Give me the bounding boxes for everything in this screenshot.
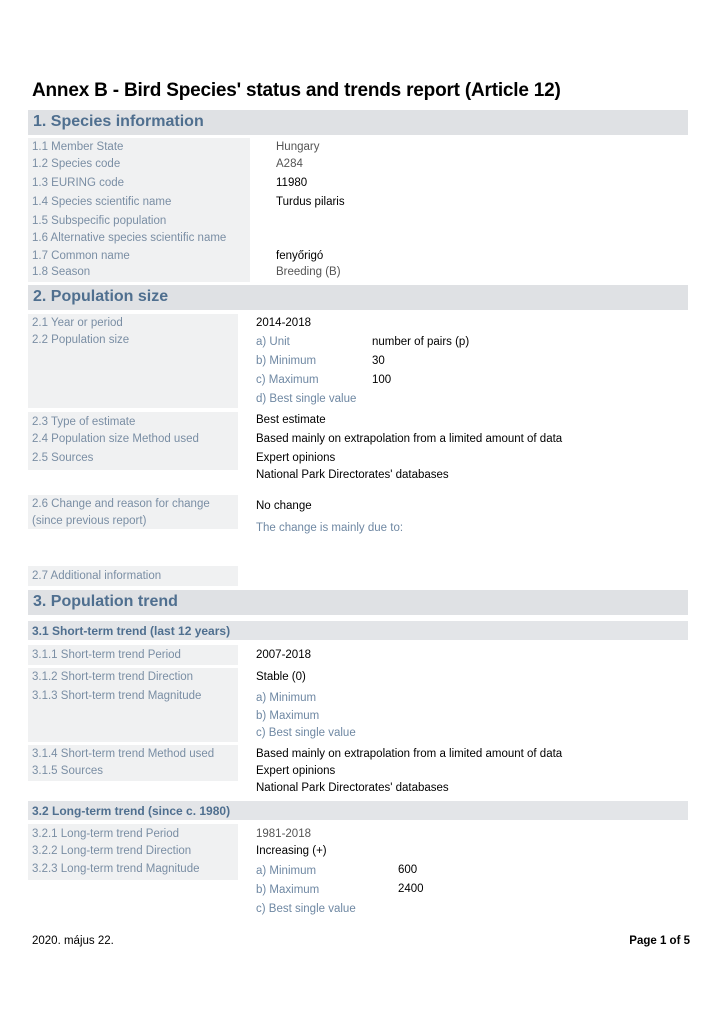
- sources-label: 2.5 Sources: [32, 452, 94, 464]
- method-used-value: Based mainly on extrapolation from a limited amount of data: [256, 433, 563, 445]
- common-name-value: fenyőrigó: [276, 250, 324, 262]
- minimum-label: b) Minimum: [256, 355, 317, 367]
- st-sources-value-1: Expert opinions: [256, 765, 336, 777]
- lt-period-label: 3.2.1 Long-term trend Period: [32, 828, 180, 840]
- change-due-label: The change is mainly due to:: [256, 522, 404, 534]
- section-2-heading: 2. Population size: [33, 288, 169, 305]
- species-code-value: A284: [276, 158, 303, 170]
- st-sources-value-2: National Park Directorates' databases: [256, 782, 449, 794]
- species-code-label: 1.2 Species code: [32, 158, 121, 170]
- year-period-value: 2014-2018: [256, 317, 311, 329]
- sources-value-1: Expert opinions: [256, 452, 336, 464]
- footer-date: 2020. május 22.: [32, 935, 114, 947]
- st-maximum-label: b) Maximum: [256, 710, 320, 722]
- member-state-label: 1.1 Member State: [32, 141, 124, 153]
- season-label: 1.8 Season: [32, 266, 91, 278]
- year-period-label: 2.1 Year or period: [32, 317, 123, 329]
- lt-best-single-value-label: c) Best single value: [256, 903, 356, 915]
- lt-minimum-label: a) Minimum: [256, 865, 317, 877]
- minimum-value: 30: [372, 355, 385, 367]
- maximum-value: 100: [372, 374, 392, 386]
- st-direction-label: 3.1.2 Short-term trend Direction: [32, 671, 194, 683]
- lt-magnitude-label: 3.2.3 Long-term trend Magnitude: [32, 863, 200, 875]
- st-method-value: Based mainly on extrapolation from a limited amount of data: [256, 748, 563, 760]
- type-of-estimate-label: 2.3 Type of estimate: [32, 416, 136, 428]
- type-of-estimate-value: Best estimate: [256, 414, 326, 426]
- lt-minimum-value: 600: [398, 864, 418, 876]
- st-direction-value: Stable (0): [256, 671, 306, 683]
- member-state-value: Hungary: [276, 141, 320, 153]
- footer-page-number: Page 1 of 5: [629, 935, 690, 947]
- common-name-label: 1.7 Common name: [32, 250, 130, 262]
- section-1-heading: 1. Species information: [33, 113, 204, 130]
- lt-maximum-label: b) Maximum: [256, 884, 320, 896]
- change-label-line-2: (since previous report): [32, 515, 147, 527]
- lt-direction-label: 3.2.2 Long-term trend Direction: [32, 845, 192, 857]
- lt-period-value: 1981-2018: [256, 828, 311, 840]
- unit-label: a) Unit: [256, 336, 290, 348]
- alternative-name-label: 1.6 Alternative species scientific name: [32, 232, 227, 244]
- change-label-line-1: 2.6 Change and reason for change: [32, 498, 210, 510]
- scientific-name-value: Turdus pilaris: [276, 196, 345, 208]
- subspecific-population-label: 1.5 Subspecific population: [32, 215, 167, 227]
- euring-code-value: 11980: [276, 177, 308, 189]
- st-method-label: 3.1.4 Short-term trend Method used: [32, 748, 215, 760]
- change-value: No change: [256, 500, 312, 512]
- sources-value-2: National Park Directorates' databases: [256, 469, 449, 481]
- lt-direction-value: Increasing (+): [256, 845, 327, 857]
- additional-info-label: 2.7 Additional information: [32, 570, 162, 582]
- scientific-name-label: 1.4 Species scientific name: [32, 196, 172, 208]
- season-value: Breeding (B): [276, 266, 341, 278]
- st-sources-label: 3.1.5 Sources: [32, 765, 103, 777]
- long-term-heading: 3.2 Long-term trend (since c. 1980): [32, 804, 231, 818]
- st-magnitude-label: 3.1.3 Short-term trend Magnitude: [32, 690, 202, 702]
- st-minimum-label: a) Minimum: [256, 692, 317, 704]
- st-best-single-value-label: c) Best single value: [256, 727, 356, 739]
- best-single-value-label: d) Best single value: [256, 393, 357, 405]
- st-period-label: 3.1.1 Short-term trend Period: [32, 649, 181, 661]
- population-size-label: 2.2 Population size: [32, 334, 130, 346]
- document-title: Annex B - Bird Species' status and trends report (Article 12): [32, 80, 561, 101]
- euring-code-label: 1.3 EURING code: [32, 177, 125, 189]
- short-term-heading: 3.1 Short-term trend (last 12 years): [32, 624, 231, 638]
- section-3-heading: 3. Population trend: [33, 593, 178, 610]
- lt-maximum-value: 2400: [398, 883, 424, 895]
- maximum-label: c) Maximum: [256, 374, 319, 386]
- st-period-value: 2007-2018: [256, 649, 311, 661]
- method-used-label: 2.4 Population size Method used: [32, 433, 199, 445]
- unit-value: number of pairs (p): [372, 336, 470, 348]
